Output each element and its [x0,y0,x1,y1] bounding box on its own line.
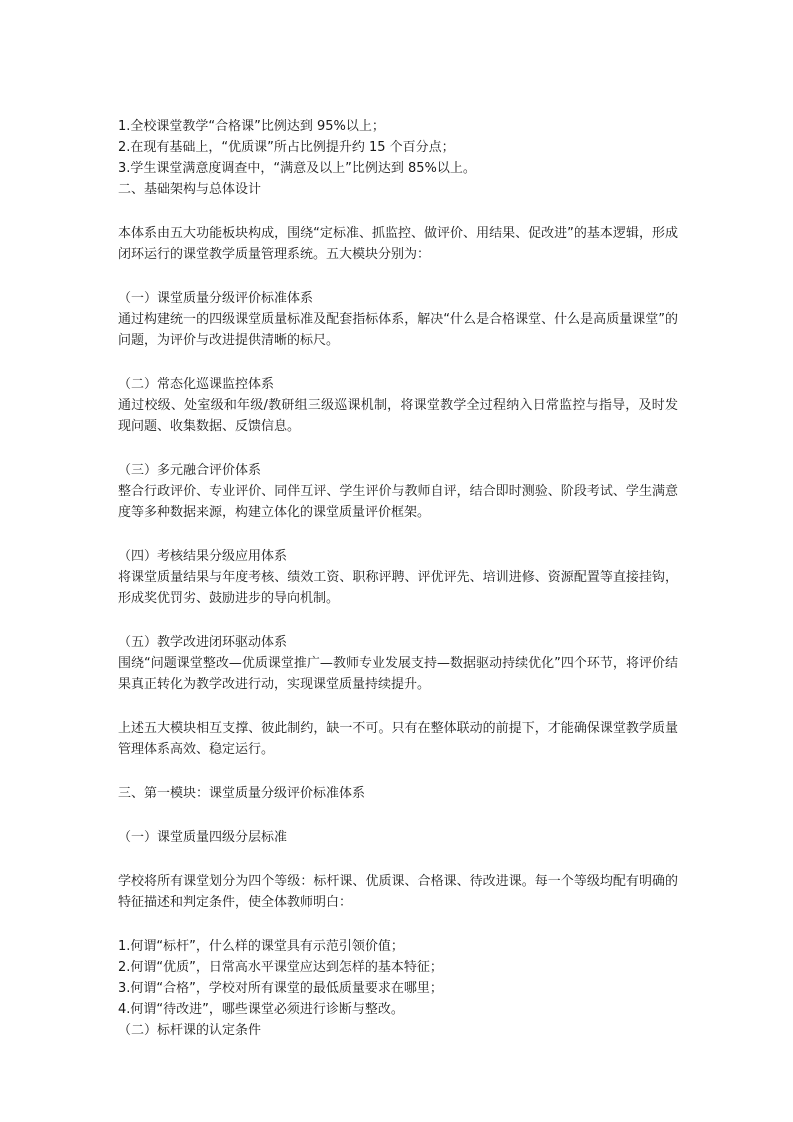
level-item-2: 2.何谓“优质”，日常高水平课堂应达到怎样的基本特征； [118,960,443,975]
section-3-sub-2: （二）标杆课的认定条件 [118,1023,262,1038]
module-4-body: 将课堂质量结果与年度考核、绩效工资、职称评聘、评优评先、培训进修、资源配置等直接挂钩，形成奖优罚劣、鼓励进步的导向机制。 [118,570,678,606]
module-3-body: 整合行政评价、专业评价、同伴互评、学生评价与教师自评，结合即时测验、阶段考试、学生满意度等多种数据来源，构建立体化的课堂质量评价框架。 [118,484,678,520]
goal-item-2: 2.在现有基础上，“优质课”所占比例提升约 15 个百分点； [118,140,455,155]
section-3-intro: 学校将所有课堂划分为四个等级：标杆课、优质课、合格课、待改进课。每一个等级均配有明确的特征描述和判定条件，使全体教师明白： [118,874,678,910]
module-1-body: 通过构建统一的四级课堂质量标准及配套指标体系，解决“什么是合格课堂、什么是高质量课堂”的问题，为评价与改进提供清晰的标尺。 [118,312,678,348]
module-3-title: （三）多元融合评价体系 [118,463,262,478]
module-5-body: 围绕“问题课堂整改—优质课堂推广—教师专业发展支持—数据驱动持续优化”四个环节，将评价结果真正转化为教学改进行动，实现课堂质量持续提升。 [118,656,678,692]
section-2-heading: 二、基础架构与总体设计 [118,182,262,197]
module-2-title: （二）常态化巡课监控体系 [118,377,275,392]
document-body [118,116,678,1041]
level-item-4: 4.何谓“待改进”，哪些课堂必须进行诊断与整改。 [118,1002,404,1017]
section-3-heading: 三、第一模块：课堂质量分级评价标准体系 [118,786,366,801]
module-4-title: （四）考核结果分级应用体系 [118,549,288,564]
section-3-sub-1: （一）课堂质量四级分层标准 [118,830,288,845]
goal-item-1: 1.全校课堂教学“合格课”比例达到 95%以上； [118,119,385,134]
module-2-body: 通过校级、处室级和年级/教研组三级巡课机制，将课堂教学全过程纳入日常监控与指导，及时发现问题、收集数据、反馈信息。 [118,398,678,434]
goal-item-3: 3.学生课堂满意度调查中，“满意及以上”比例达到 85%以上。 [118,161,476,176]
level-item-3: 3.何谓“合格”，学校对所有课堂的最低质量要求在哪里； [118,981,443,996]
module-5-title: （五）教学改进闭环驱动体系 [118,635,288,650]
section-2-summary: 上述五大模块相互支撑、彼此制约，缺一不可。只有在整体联动的前提下，才能确保课堂教学质量管理体系高效、稳定运行。 [118,721,678,757]
module-1-title: （一）课堂质量分级评价标准体系 [118,291,314,306]
level-item-1: 1.何谓“标杆”，什么样的课堂具有示范引领价值； [118,939,404,954]
section-2-intro: 本体系由五大功能板块构成，围绕“定标准、抓监控、做评价、用结果、促改进”的基本逻辑，形成闭环运行的课堂教学质量管理系统。五大模块分别为： [118,226,678,262]
